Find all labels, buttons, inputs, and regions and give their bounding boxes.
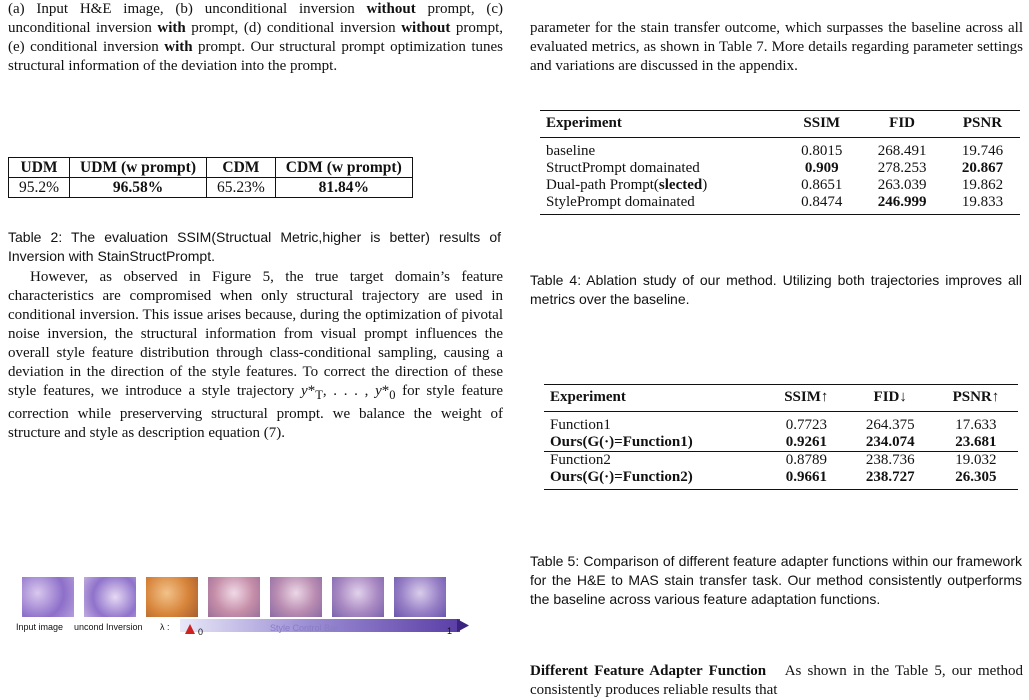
table-cell (544, 469, 766, 490)
table-5-header-row (544, 385, 1018, 412)
left-body (8, 268, 503, 443)
style-tile-3 (332, 577, 384, 617)
label-uncond-inversion: uncond Inversion (74, 622, 143, 632)
table-cell (847, 469, 934, 490)
table-cell: 238.736 (847, 451, 934, 469)
table-cell-bold: 26.305 (955, 468, 997, 485)
table-cell (934, 434, 1018, 452)
right-intro (530, 19, 1023, 76)
table-2-cell (275, 178, 412, 198)
right-intro-text: parameter for the stain transfer outcome, which surpasses the baseline across all evaluated metrics, as shown in Table 7. More details regarding parameter settings and variations are discussed in the appendix. (530, 20, 1023, 74)
table-cell: StructPrompt domainated (546, 159, 700, 176)
table-cell-bold: 0.909 (804, 159, 839, 176)
table-row (544, 451, 1018, 469)
table-4-header-ssim: SSIM (784, 111, 859, 138)
table-2-header-cdm: CDM (207, 158, 276, 178)
table-cell (945, 160, 1020, 177)
table-4-header-psnr: PSNR (945, 111, 1020, 138)
table-row (544, 412, 1018, 434)
table-cell (766, 469, 847, 490)
label-lambda: λ : (160, 622, 170, 632)
table-2-header-udm: UDM (9, 158, 70, 178)
table-2-caption: Table 2: The evaluation SSIM(Structual Metric,higher is better) results of Inversion with StainStructPrompt. (8, 229, 501, 264)
table-5-header-experiment: Experiment (544, 385, 766, 412)
table-cell-bold: 23.681 (955, 433, 997, 450)
table-2-cell (70, 178, 207, 198)
table-cell: 278.253 (877, 159, 927, 176)
table-4-header-row (540, 111, 1020, 138)
table-5-header-psnr: PSNR↑ (934, 385, 1018, 412)
label-zero: 0 (198, 627, 204, 637)
figure-4-caption-text: (a) Input H&E image, (b) unconditional inversion without prompt, (c) unconditional inversion with prompt, (d) conditional inversion without prompt, (e) conditional inversion with prompt. Our structural prompt optimization tunes structural information of the deviation into the prompt. (8, 1, 503, 74)
table-2-cell-bold: 96.58% (112, 178, 164, 196)
table-cell (544, 434, 766, 452)
table-cell: 19.032 (934, 451, 1018, 469)
table-cell-bold: 246.999 (877, 193, 927, 210)
table-cell (847, 434, 934, 452)
table-cell: 0.8651 (801, 176, 843, 193)
table-row (544, 434, 1018, 452)
table-cell-bold: 234.074 (865, 433, 915, 450)
table-cell-bold: 238.727 (865, 468, 915, 485)
he-image-tile (22, 577, 74, 617)
figure-caption-left (8, 0, 503, 76)
table-cell (766, 434, 847, 452)
table-2-row (9, 178, 413, 198)
table-5-header-ssim: SSIM↑ (766, 385, 847, 412)
table-cell: 19.746 (961, 142, 1004, 159)
label-style-control-bar: Style Control Bar (270, 623, 339, 633)
table-cell (859, 194, 945, 215)
table-cell: baseline (546, 142, 596, 159)
style-tile-4 (394, 577, 446, 617)
style-tile-2 (270, 577, 322, 617)
body-paragraph: However, as observed in Figure 5, the true target domain’s feature characteristics are compromised when only structural trajectory are used in conditional inversion. This issue arises because, during the optimization of pivotal noise inversion, the structural information from visual prompt influences the overall style feature distribution through class-conditional sampling, causing a deviation in the direction of the style features. To correct the direction of these style features, we introduce a style trajectory $y*_T$, . . . , $y*_0$ for style feature correction while preserverving structural prompt. we balance the weight of structure and style as description equation (7). (8, 269, 504, 441)
table-5-caption: Table 5: Comparison of different feature adapter functions within our framework for the H&E to MAS stain transfer task. Our method consistently outperforms the baseline across various feature adaptation functions. (530, 553, 1022, 607)
table-4-header-fid: FID (859, 111, 945, 138)
section-text: As shown in the Table 5, our method consistently produces reliable results that (530, 663, 1023, 698)
style-tile-1 (208, 577, 260, 617)
table-cell: Function1 (550, 416, 611, 433)
table-row (540, 194, 1020, 215)
table-4 (540, 110, 1020, 215)
table-cell (784, 160, 859, 177)
table-cell: 0.8474 (784, 194, 859, 215)
table-cell (934, 469, 1018, 490)
table-cell: 19.862 (961, 176, 1004, 193)
table-2-header-cdm-prompt: CDM (w prompt) (275, 158, 412, 178)
table-cell-bold: 0.9661 (785, 468, 827, 485)
table-5-header-fid: FID↓ (847, 385, 934, 412)
label-one: 1 (447, 626, 453, 636)
uncond-inversion-tile (84, 577, 136, 617)
table-cell: 264.375 (865, 416, 915, 433)
table-5 (544, 384, 1018, 490)
table-2-cell: 95.2% (9, 178, 70, 198)
table-row (540, 160, 1020, 177)
style-tile-0 (146, 577, 198, 617)
table-cell: 263.039 (877, 176, 927, 193)
table-cell-bold: 20.867 (961, 159, 1004, 176)
table-cell: Function2 (544, 451, 766, 469)
table-cell-bold: 0.9261 (785, 433, 827, 450)
table-row (540, 138, 1020, 160)
table-cell: 268.491 (877, 142, 927, 159)
table-cell-bold: Ours(G(·)=Function2) (550, 468, 693, 485)
table-row (540, 177, 1020, 194)
section-heading: Different Feature Adapter Function (530, 663, 767, 679)
table-2-cell: 65.23% (207, 178, 276, 198)
table-row (544, 469, 1018, 490)
table-cell: StylePrompt domainated (540, 194, 784, 215)
lambda-marker-icon (185, 624, 195, 634)
table-cell: Dual-path Prompt(slected) (546, 176, 708, 193)
table-4-caption: Table 4: Ablation study of our method. Utilizing both trajectories improves all metrics over the baseline. (530, 272, 1022, 307)
table-cell: 17.633 (955, 416, 997, 433)
label-input-image: Input image (16, 622, 64, 632)
table-cell: 0.8015 (801, 142, 843, 159)
table-cell-bold: Ours(G(·)=Function1) (550, 433, 693, 450)
section-paragraph (530, 662, 1023, 700)
table-cell: 19.833 (945, 194, 1020, 215)
table-cell: 0.8789 (766, 451, 847, 469)
table-cell: 0.7723 (785, 416, 827, 433)
table-4-header-experiment: Experiment (540, 111, 784, 138)
table-2 (8, 157, 413, 198)
table-2-header-udm-prompt: UDM (w prompt) (70, 158, 207, 178)
right-section (530, 662, 1023, 700)
table-2-header-row (9, 158, 413, 178)
table-2-cell-bold: 81.84% (318, 178, 369, 196)
figure-5-strip (22, 577, 462, 617)
style-bar-arrow-icon (457, 619, 471, 633)
